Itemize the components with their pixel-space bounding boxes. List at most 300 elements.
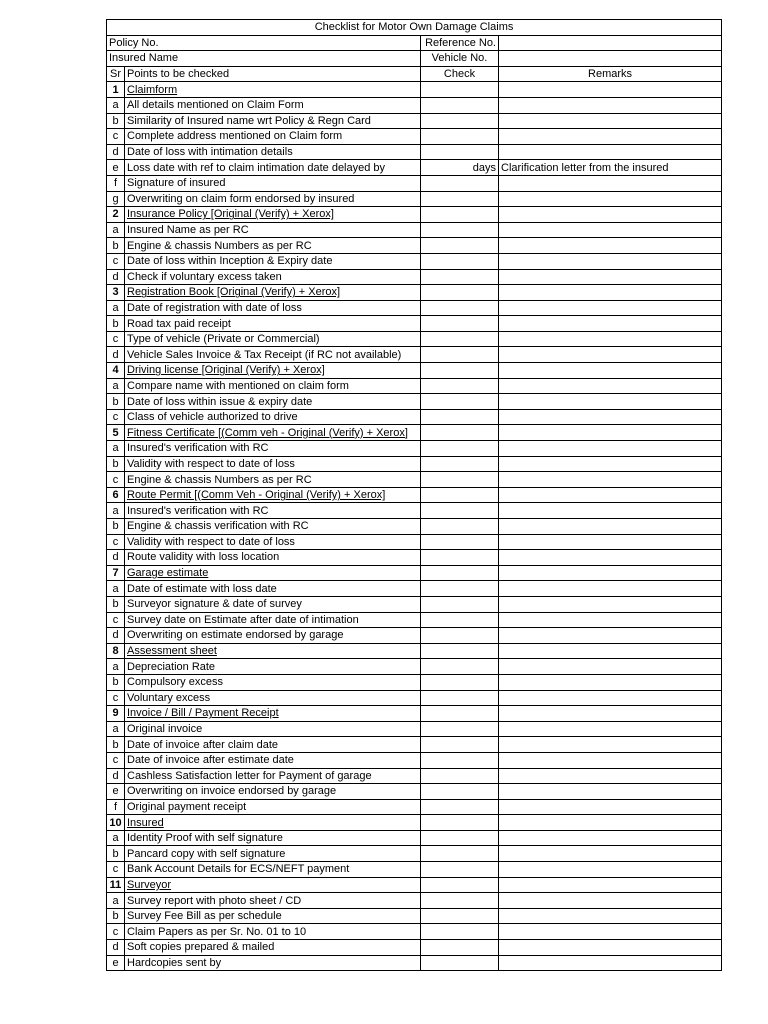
check-cell[interactable] xyxy=(421,768,499,784)
check-cell[interactable] xyxy=(421,175,499,191)
check-cell[interactable] xyxy=(421,565,499,581)
checklist-row xyxy=(107,144,722,160)
section-title xyxy=(125,425,421,441)
remarks-cell[interactable] xyxy=(499,612,722,628)
checklist-row xyxy=(107,175,722,191)
check-cell[interactable] xyxy=(421,285,499,301)
row-sr: 10 xyxy=(107,815,125,831)
check-cell[interactable] xyxy=(421,721,499,737)
check-cell[interactable] xyxy=(421,706,499,722)
checklist-row xyxy=(107,456,722,472)
row-sr: b xyxy=(107,846,125,862)
remarks-cell[interactable] xyxy=(499,175,722,191)
policy-no-label: Policy No. xyxy=(107,35,421,51)
row-sr: a xyxy=(107,222,125,238)
checklist-row xyxy=(107,737,722,753)
row-sr: b xyxy=(107,316,125,332)
check-point: Engine & chassis Numbers as per RC xyxy=(125,238,421,254)
row-sr: g xyxy=(107,191,125,207)
reference-no-label: Reference No. xyxy=(421,35,499,51)
row-sr: a xyxy=(107,503,125,519)
check-point: Pancard copy with self signature xyxy=(125,846,421,862)
check-cell[interactable] xyxy=(421,97,499,113)
check-point: Compulsory excess xyxy=(125,674,421,690)
check-point: Overwriting on claim form endorsed by insured xyxy=(125,191,421,207)
section-row xyxy=(107,285,722,301)
row-sr: e xyxy=(107,160,125,176)
checklist-row xyxy=(107,238,722,254)
remarks-cell[interactable] xyxy=(499,830,722,846)
vehicle-no-value[interactable] xyxy=(499,51,722,67)
checklist-row xyxy=(107,441,722,457)
checklist-row xyxy=(107,690,722,706)
remarks-cell[interactable] xyxy=(499,347,722,363)
section-title xyxy=(125,565,421,581)
checklist-row xyxy=(107,768,722,784)
check-cell[interactable] xyxy=(421,253,499,269)
row-sr: b xyxy=(107,113,125,129)
row-sr: b xyxy=(107,908,125,924)
remarks-cell[interactable] xyxy=(499,316,722,332)
remarks-cell[interactable] xyxy=(499,799,722,815)
row-sr: a xyxy=(107,893,125,909)
remarks-cell[interactable] xyxy=(499,550,722,566)
remarks-cell[interactable] xyxy=(499,394,722,410)
check-cell[interactable] xyxy=(421,238,499,254)
policy-row xyxy=(107,35,722,51)
column-header-sr: Sr xyxy=(107,66,125,82)
section-title-text: Assessment sheet xyxy=(127,645,217,658)
remarks-cell[interactable] xyxy=(499,752,722,768)
row-sr: a xyxy=(107,721,125,737)
column-header-remarks: Remarks xyxy=(499,66,722,82)
remarks-cell[interactable] xyxy=(499,862,722,878)
remarks-cell[interactable] xyxy=(499,706,722,722)
remarks-cell[interactable] xyxy=(499,940,722,956)
section-title xyxy=(125,815,421,831)
row-sr: d xyxy=(107,144,125,160)
remarks-cell[interactable] xyxy=(499,721,722,737)
remarks-cell[interactable] xyxy=(499,581,722,597)
checklist-row xyxy=(107,191,722,207)
section-title-text: Insurance Policy [Original (Verify) + Xerox] xyxy=(127,208,334,221)
section-title-text: Insured xyxy=(127,816,164,829)
row-sr: 2 xyxy=(107,207,125,223)
row-sr: c xyxy=(107,253,125,269)
column-header-points: Points to be checked xyxy=(125,66,421,82)
check-cell[interactable] xyxy=(421,862,499,878)
remarks-cell[interactable] xyxy=(499,955,722,971)
checklist-row xyxy=(107,799,722,815)
row-sr: a xyxy=(107,97,125,113)
check-point: Signature of insured xyxy=(125,175,421,191)
insured-name-label: Insured Name xyxy=(107,51,421,67)
checklist-row xyxy=(107,674,722,690)
check-cell[interactable] xyxy=(421,612,499,628)
check-point: Type of vehicle (Private or Commercial) xyxy=(125,331,421,347)
remarks-cell[interactable] xyxy=(499,113,722,129)
remarks-cell[interactable] xyxy=(499,737,722,753)
checklist-sheet xyxy=(106,19,721,971)
check-cell[interactable] xyxy=(421,815,499,831)
check-cell[interactable] xyxy=(421,940,499,956)
section-row xyxy=(107,425,722,441)
check-point: Survey Fee Bill as per schedule xyxy=(125,908,421,924)
check-cell[interactable] xyxy=(421,472,499,488)
check-cell[interactable] xyxy=(421,425,499,441)
remarks-cell[interactable] xyxy=(499,596,722,612)
remarks-cell[interactable] xyxy=(499,269,722,285)
remarks-cell[interactable] xyxy=(499,659,722,675)
section-row xyxy=(107,643,722,659)
row-sr: b xyxy=(107,394,125,410)
remarks-cell[interactable] xyxy=(499,487,722,503)
remarks-cell[interactable]: Clarification letter from the insured xyxy=(499,160,722,176)
check-cell[interactable] xyxy=(421,924,499,940)
remarks-cell[interactable] xyxy=(499,97,722,113)
row-sr: d xyxy=(107,940,125,956)
checklist-row xyxy=(107,612,722,628)
check-point: Surveyor signature & date of survey xyxy=(125,596,421,612)
check-point: Original invoice xyxy=(125,721,421,737)
section-title xyxy=(125,207,421,223)
remarks-cell[interactable] xyxy=(499,300,722,316)
check-point: Overwriting on invoice endorsed by garage xyxy=(125,784,421,800)
remarks-cell[interactable] xyxy=(499,191,722,207)
remarks-cell[interactable] xyxy=(499,238,722,254)
checklist-row xyxy=(107,316,722,332)
check-point: Insured's verification with RC xyxy=(125,503,421,519)
check-cell[interactable] xyxy=(421,207,499,223)
checklist-row xyxy=(107,721,722,737)
remarks-cell[interactable] xyxy=(499,690,722,706)
checklist-row xyxy=(107,394,722,410)
column-header-row xyxy=(107,66,722,82)
remarks-cell[interactable] xyxy=(499,877,722,893)
checklist-row xyxy=(107,596,722,612)
check-point: Complete address mentioned on Claim form xyxy=(125,129,421,145)
section-title-text: Surveyor xyxy=(127,878,172,891)
title-row xyxy=(107,20,722,36)
section-title-text: Claimform xyxy=(127,83,178,96)
check-point: Depreciation Rate xyxy=(125,659,421,675)
check-cell[interactable] xyxy=(421,191,499,207)
check-cell[interactable] xyxy=(421,784,499,800)
check-cell[interactable] xyxy=(421,394,499,410)
check-point: Date of invoice after claim date xyxy=(125,737,421,753)
row-sr: a xyxy=(107,441,125,457)
check-cell[interactable] xyxy=(421,347,499,363)
check-point: Insured's verification with RC xyxy=(125,441,421,457)
remarks-cell[interactable] xyxy=(499,503,722,519)
check-cell[interactable] xyxy=(421,113,499,129)
check-cell[interactable] xyxy=(421,409,499,425)
row-sr: 1 xyxy=(107,82,125,98)
check-point: Compare name with mentioned on claim form xyxy=(125,378,421,394)
check-point: Class of vehicle authorized to drive xyxy=(125,409,421,425)
row-sr: e xyxy=(107,784,125,800)
check-cell[interactable] xyxy=(421,316,499,332)
row-sr: 8 xyxy=(107,643,125,659)
section-row xyxy=(107,815,722,831)
check-cell[interactable] xyxy=(421,846,499,862)
remarks-cell[interactable] xyxy=(499,331,722,347)
check-cell[interactable] xyxy=(421,799,499,815)
check-point: Cashless Satisfaction letter for Payment of garage xyxy=(125,768,421,784)
check-point: Engine & chassis verification with RC xyxy=(125,519,421,535)
checklist-row xyxy=(107,97,722,113)
row-sr: 6 xyxy=(107,487,125,503)
section-title-text: Garage estimate xyxy=(127,567,209,580)
checklist-row xyxy=(107,129,722,145)
remarks-cell[interactable] xyxy=(499,519,722,535)
row-sr: b xyxy=(107,456,125,472)
check-cell[interactable] xyxy=(421,129,499,145)
check-cell[interactable] xyxy=(421,674,499,690)
remarks-cell[interactable] xyxy=(499,846,722,862)
checklist-row xyxy=(107,659,722,675)
check-cell[interactable] xyxy=(421,596,499,612)
section-row xyxy=(107,565,722,581)
section-row xyxy=(107,706,722,722)
remarks-cell[interactable] xyxy=(499,628,722,644)
check-cell[interactable] xyxy=(421,519,499,535)
row-sr: d xyxy=(107,347,125,363)
check-point: Similarity of Insured name wrt Policy & Regn Card xyxy=(125,113,421,129)
check-point: Voluntary excess xyxy=(125,690,421,706)
check-cell[interactable] xyxy=(421,487,499,503)
remarks-cell[interactable] xyxy=(499,378,722,394)
section-title-text: Route Permit [(Comm Veh - Original (Verify) + Xerox] xyxy=(127,489,386,502)
check-point: All details mentioned on Claim Form xyxy=(125,97,421,113)
check-cell[interactable] xyxy=(421,363,499,379)
check-point: Claim Papers as per Sr. No. 01 to 10 xyxy=(125,924,421,940)
check-cell[interactable] xyxy=(421,378,499,394)
remarks-cell[interactable] xyxy=(499,253,722,269)
check-cell[interactable] xyxy=(421,752,499,768)
checklist-row xyxy=(107,347,722,363)
checklist-row xyxy=(107,940,722,956)
row-sr: b xyxy=(107,674,125,690)
row-sr: 7 xyxy=(107,565,125,581)
row-sr: c xyxy=(107,862,125,878)
row-sr: 5 xyxy=(107,425,125,441)
row-sr: c xyxy=(107,409,125,425)
section-title-text: Fitness Certificate [(Comm veh - Original (Verify) + Xerox] xyxy=(127,426,408,439)
checklist-row xyxy=(107,503,722,519)
remarks-cell[interactable] xyxy=(499,643,722,659)
row-sr: f xyxy=(107,175,125,191)
check-cell[interactable] xyxy=(421,82,499,98)
row-sr: c xyxy=(107,472,125,488)
row-sr: 11 xyxy=(107,877,125,893)
row-sr: a xyxy=(107,830,125,846)
row-sr: d xyxy=(107,768,125,784)
remarks-cell[interactable] xyxy=(499,908,722,924)
check-cell[interactable] xyxy=(421,456,499,472)
remarks-cell[interactable] xyxy=(499,456,722,472)
remarks-cell[interactable] xyxy=(499,144,722,160)
row-sr: e xyxy=(107,955,125,971)
checklist-row xyxy=(107,846,722,862)
checklist-row xyxy=(107,253,722,269)
check-cell[interactable] xyxy=(421,659,499,675)
check-cell[interactable] xyxy=(421,877,499,893)
check-point: Validity with respect to date of loss xyxy=(125,456,421,472)
section-title xyxy=(125,487,421,503)
check-cell[interactable] xyxy=(421,550,499,566)
check-point: Validity with respect to date of loss xyxy=(125,534,421,550)
check-point: Date of loss with intimation details xyxy=(125,144,421,160)
check-point: Survey report with photo sheet / CD xyxy=(125,893,421,909)
section-row xyxy=(107,487,722,503)
row-sr: c xyxy=(107,924,125,940)
section-title xyxy=(125,363,421,379)
checklist-row xyxy=(107,924,722,940)
check-point: Check if voluntary excess taken xyxy=(125,269,421,285)
checklist-row xyxy=(107,784,722,800)
remarks-cell[interactable] xyxy=(499,222,722,238)
checklist-row xyxy=(107,862,722,878)
section-title-text: Driving license [Original (Verify) + Xerox] xyxy=(127,364,325,377)
remarks-cell[interactable] xyxy=(499,129,722,145)
checklist-row xyxy=(107,472,722,488)
check-point: Engine & chassis Numbers as per RC xyxy=(125,472,421,488)
row-sr: a xyxy=(107,300,125,316)
check-point: Vehicle Sales Invoice & Tax Receipt (if RC not available) xyxy=(125,347,421,363)
checklist-row xyxy=(107,269,722,285)
section-title xyxy=(125,285,421,301)
check-cell[interactable] xyxy=(421,581,499,597)
section-title xyxy=(125,643,421,659)
check-cell[interactable] xyxy=(421,441,499,457)
check-point: Soft copies prepared & mailed xyxy=(125,940,421,956)
row-sr: c xyxy=(107,129,125,145)
check-cell[interactable] xyxy=(421,269,499,285)
remarks-cell[interactable] xyxy=(499,409,722,425)
check-point: Hardcopies sent by xyxy=(125,955,421,971)
row-sr: b xyxy=(107,519,125,535)
section-title xyxy=(125,82,421,98)
row-sr: a xyxy=(107,659,125,675)
remarks-cell[interactable] xyxy=(499,784,722,800)
check-point: Date of estimate with loss date xyxy=(125,581,421,597)
checklist-table xyxy=(106,19,722,971)
remarks-cell[interactable] xyxy=(499,285,722,301)
checklist-row xyxy=(107,519,722,535)
check-point: Date of loss within issue & expiry date xyxy=(125,394,421,410)
row-sr: c xyxy=(107,612,125,628)
vehicle-no-label: Vehicle No. xyxy=(421,51,499,67)
row-sr: f xyxy=(107,799,125,815)
check-cell[interactable] xyxy=(421,300,499,316)
check-cell[interactable] xyxy=(421,503,499,519)
section-title-text: Registration Book [Original (Verify) + Xerox] xyxy=(127,286,341,299)
check-point: Date of registration with date of loss xyxy=(125,300,421,316)
check-point: Date of loss within Inception & Expiry date xyxy=(125,253,421,269)
remarks-cell[interactable] xyxy=(499,815,722,831)
check-cell[interactable] xyxy=(421,690,499,706)
row-sr: d xyxy=(107,550,125,566)
check-point: Date of invoice after estimate date xyxy=(125,752,421,768)
check-cell[interactable]: days xyxy=(421,160,499,176)
checklist-row xyxy=(107,331,722,347)
check-cell[interactable] xyxy=(421,908,499,924)
row-sr: c xyxy=(107,690,125,706)
remarks-cell[interactable] xyxy=(499,893,722,909)
check-cell[interactable] xyxy=(421,737,499,753)
check-point: Survey date on Estimate after date of intimation xyxy=(125,612,421,628)
check-cell[interactable] xyxy=(421,222,499,238)
section-title-text: Invoice / Bill / Payment Receipt xyxy=(127,707,279,720)
checklist-row xyxy=(107,550,722,566)
checklist-row xyxy=(107,581,722,597)
check-point: Overwriting on estimate endorsed by garage xyxy=(125,628,421,644)
row-sr: c xyxy=(107,331,125,347)
remarks-cell[interactable] xyxy=(499,924,722,940)
checklist-row xyxy=(107,378,722,394)
check-point: Route validity with loss location xyxy=(125,550,421,566)
row-sr: 4 xyxy=(107,363,125,379)
check-cell[interactable] xyxy=(421,955,499,971)
section-title xyxy=(125,877,421,893)
check-point: Road tax paid receipt xyxy=(125,316,421,332)
checklist-row xyxy=(107,222,722,238)
check-cell[interactable] xyxy=(421,893,499,909)
remarks-cell[interactable] xyxy=(499,441,722,457)
row-sr: b xyxy=(107,596,125,612)
checklist-row xyxy=(107,908,722,924)
check-cell[interactable] xyxy=(421,830,499,846)
remarks-cell[interactable] xyxy=(499,674,722,690)
checklist-row xyxy=(107,893,722,909)
remarks-cell[interactable] xyxy=(499,425,722,441)
row-sr: b xyxy=(107,737,125,753)
reference-no-value[interactable] xyxy=(499,35,722,51)
column-header-check: Check xyxy=(421,66,499,82)
checklist-row xyxy=(107,300,722,316)
row-sr: a xyxy=(107,378,125,394)
checklist-row xyxy=(107,955,722,971)
checklist-row xyxy=(107,160,722,176)
remarks-cell[interactable] xyxy=(499,472,722,488)
remarks-cell[interactable] xyxy=(499,82,722,98)
remarks-cell[interactable] xyxy=(499,534,722,550)
section-row xyxy=(107,363,722,379)
check-point: Loss date with ref to claim intimation date delayed by xyxy=(125,160,421,176)
row-sr: c xyxy=(107,534,125,550)
row-sr: a xyxy=(107,581,125,597)
check-cell[interactable] xyxy=(421,643,499,659)
section-row xyxy=(107,82,722,98)
remarks-cell[interactable] xyxy=(499,565,722,581)
checklist-row xyxy=(107,752,722,768)
checklist-row xyxy=(107,830,722,846)
check-cell[interactable] xyxy=(421,534,499,550)
remarks-cell[interactable] xyxy=(499,207,722,223)
checklist-row xyxy=(107,409,722,425)
remarks-cell[interactable] xyxy=(499,363,722,379)
row-sr: d xyxy=(107,628,125,644)
check-point: Insured Name as per RC xyxy=(125,222,421,238)
section-row xyxy=(107,877,722,893)
remarks-cell[interactable] xyxy=(499,768,722,784)
insured-row xyxy=(107,51,722,67)
check-cell[interactable] xyxy=(421,144,499,160)
check-cell[interactable] xyxy=(421,331,499,347)
check-cell[interactable] xyxy=(421,628,499,644)
row-sr: 9 xyxy=(107,706,125,722)
